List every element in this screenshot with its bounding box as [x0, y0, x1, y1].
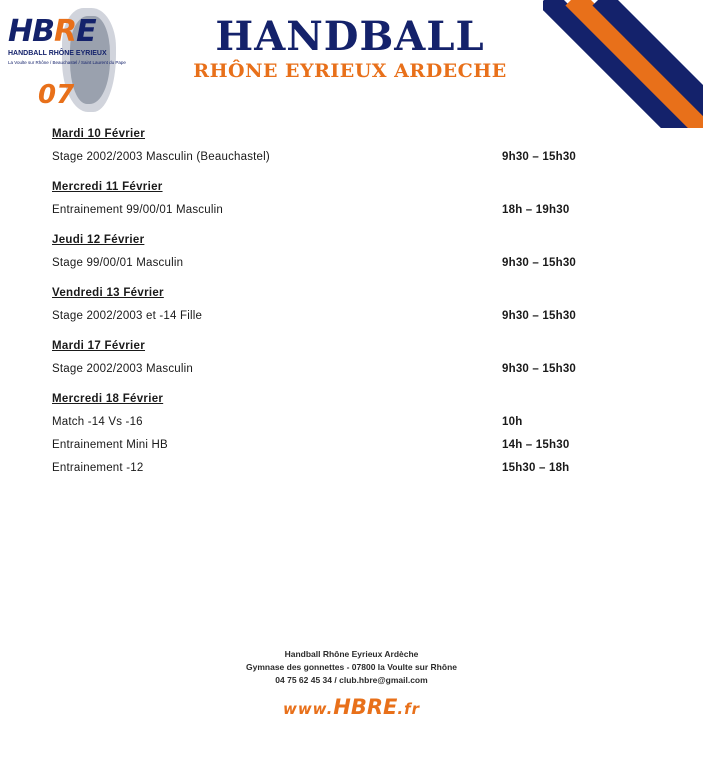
schedule-event-name: Stage 2002/2003 et -14 Fille: [52, 310, 203, 322]
footer-website-suffix: .fr: [397, 699, 421, 718]
schedule-day-title: Mercredi 18 Février: [52, 393, 164, 405]
schedule-list: [0, 128, 703, 492]
footer-contact: 04 75 62 45 34 / club.hbre@gmail.com: [275, 675, 428, 686]
footer-website-brand: HBRE: [333, 694, 398, 719]
schedule-event-row: [0, 416, 703, 428]
logo-club-line: HANDBALL RHÔNE EYRIEUX: [8, 50, 107, 57]
schedule-event-row: [0, 204, 703, 216]
corner-stripes-decoration: [543, 0, 703, 128]
schedule-event-time: 18h – 19h30: [502, 204, 570, 216]
page-subtitle: RHÔNE EYRIEUX ARDECHE: [193, 60, 507, 82]
page-title: HANDBALL: [215, 13, 485, 60]
schedule-day-title: Jeudi 12 Février: [52, 234, 145, 246]
logo-tagline: La Voulte sur Rhône / Beauchastel / Saint Laurent du Pape: [8, 60, 126, 65]
title-block: [160, 13, 540, 82]
footer-club-name: Handball Rhône Eyrieux Ardèche: [284, 649, 419, 659]
schedule-event-time: 9h30 – 15h30: [502, 310, 577, 322]
schedule-event-time: 10h: [502, 416, 523, 428]
schedule-event-row: [0, 439, 703, 451]
schedule-event-name: Stage 2002/2003 Masculin (Beauchastel): [52, 151, 270, 163]
logo-mark-text: HBRE: [8, 14, 96, 49]
schedule-event-name: Match -14 Vs -16: [52, 416, 143, 428]
schedule-event-name: Stage 99/00/01 Masculin: [52, 257, 184, 269]
footer-website[interactable]: [0, 695, 703, 719]
schedule-day-title: Mardi 17 Février: [52, 340, 146, 352]
schedule-event-time: 15h30 – 18h: [502, 462, 570, 474]
schedule-day-title: Vendredi 13 Février: [52, 287, 164, 299]
schedule-event-row: [0, 462, 703, 474]
schedule-event-row: [0, 363, 703, 375]
schedule-event-time: 9h30 – 15h30: [502, 257, 577, 269]
schedule-day-title: Mercredi 11 Février: [52, 181, 163, 193]
schedule-day-group: [0, 287, 703, 322]
schedule-day-group: [0, 340, 703, 375]
schedule-event-name: Entrainement 99/00/01 Masculin: [52, 204, 223, 216]
schedule-event-name: Entrainement -12: [52, 462, 144, 474]
schedule-event-row: [0, 151, 703, 163]
footer-website-prefix: www.: [282, 699, 334, 718]
document-header: [0, 0, 703, 122]
logo-department-number: 07: [38, 80, 75, 110]
schedule-day-group: [0, 128, 703, 163]
schedule-event-name: Entrainement Mini HB: [52, 439, 168, 451]
club-logo: [8, 6, 126, 114]
schedule-event-time: 14h – 15h30: [502, 439, 570, 451]
schedule-event-time: 9h30 – 15h30: [502, 363, 577, 375]
schedule-event-time: 9h30 – 15h30: [502, 151, 577, 163]
document-footer: [0, 648, 703, 719]
schedule-event-name: Stage 2002/2003 Masculin: [52, 363, 193, 375]
schedule-day-group: [0, 181, 703, 216]
schedule-day-group: [0, 393, 703, 474]
schedule-day-group: [0, 234, 703, 269]
schedule-event-row: [0, 310, 703, 322]
schedule-event-row: [0, 257, 703, 269]
schedule-day-title: Mardi 10 Février: [52, 128, 146, 140]
footer-address: Gymnase des gonnettes - 07800 la Voulte sur Rhône: [246, 662, 457, 673]
